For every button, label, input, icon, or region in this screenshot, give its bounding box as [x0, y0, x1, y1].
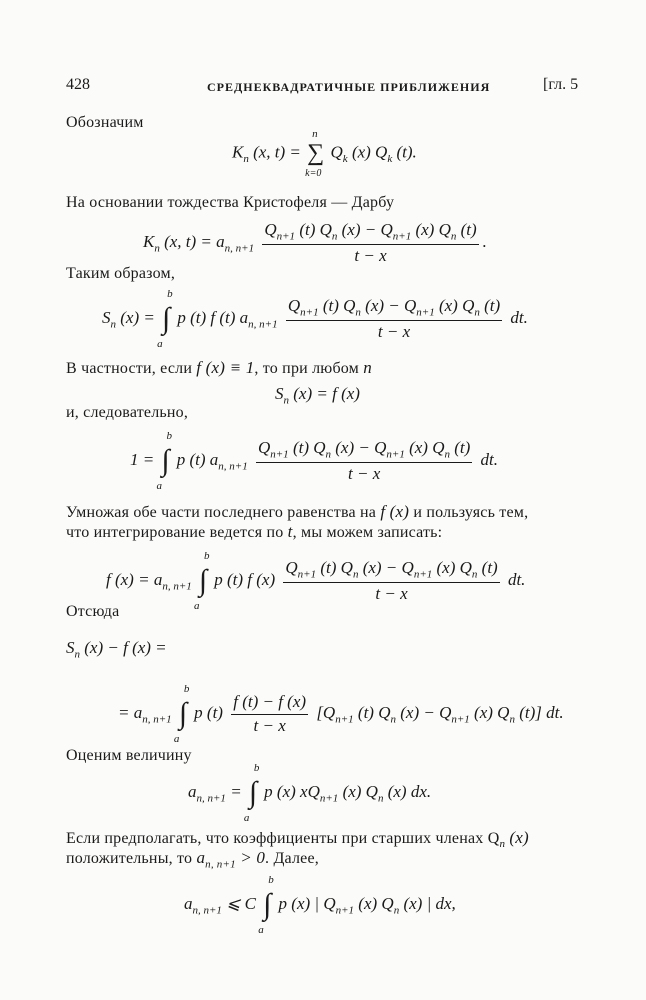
var-x-paren: (x)	[509, 828, 529, 847]
formula-kernel-definition: $K_n$ (x, t) = ∑ n k=0 $Q_k$ (x) $Q_k$ (t).	[232, 128, 417, 179]
formula-sn-integral: $S_n$ (x) = ∫ b a p (t) f (t) $a_{n, n+1}$ $\frac{Q_{n+1} (t) Q_n (x) - Q_{n+1} (x) Q_n (t)}{t - x}$ dt.	[102, 288, 528, 351]
integrirovanie-text: что интегрирование ведется по	[66, 524, 288, 541]
polzuyas-text: и пользуясь тем,	[409, 504, 529, 521]
formula-difference-rhs: = $a_{n, n+1}$ ∫ b a p (t) $\frac{f (t) - f (x)}{t - x}$ [$Q_{n+1}$ (t) $Q_n$ $(x) - Q_{n+1}$ (x) $Q_n$ (t)] dt.	[118, 683, 564, 745]
paragraph-esli-line2	[66, 848, 319, 870]
dalee-text: . Далее,	[265, 850, 319, 867]
running-title: СРЕДНЕКВАДРАТИЧНЫЕ ПРИБЛИЖЕНИЯ	[207, 80, 491, 94]
formula-difference-lhs: $S_n$ (x) − f (x) =	[66, 638, 167, 661]
chapter-ref: [гл. 5	[543, 76, 579, 93]
paragraph-esli-line1: Если предполагать, что коэффициенты при старших членах $Q_n$ (x)	[66, 828, 529, 851]
paragraph-umnozhaya-line1	[66, 502, 528, 522]
paragraph-takim-obrazom: Таким образом,	[66, 265, 176, 282]
formula-christoffel-darboux: $K_n$ (x, $t) = a_{n, n+1}$ $\frac{Q_{n+1} (t) Q_n (x) - Q_{n+1} (x) Q_n (t)}{t - x}$ .	[143, 220, 487, 266]
formula-coefficient-bound: $a_{n, n+1}$ ⩽ C ∫ b a p (x) | $Q_{n+1}$ (x) $Q_n$ (x) | dx,	[184, 874, 456, 936]
formula-sn-equals-f: $S_n$ (x) = f (x)	[275, 384, 360, 407]
pri-lyubom-text: , то при любом	[254, 360, 364, 377]
f-equiv-one: f (x) ≡ 1	[196, 358, 255, 377]
esli-text: Если предполагать, что коэффициенты при старших членах	[66, 830, 488, 847]
formula-f-integral: f $(x) = a_{n, n+1}$ ∫ b a p (t) f (x) $\frac{Q_{n+1} (t) Q_n (x) - Q_{n+1} (x) Q_n (t)}{t - x}$ dt.	[106, 550, 526, 613]
paragraph-christoffel-darboux: На основании тождества Кристофеля — Дарбу	[66, 194, 395, 211]
polozhitelny-text: положительны, то	[66, 850, 197, 867]
var-n: n	[363, 358, 372, 377]
paragraph-otsyuda: Отсюда	[66, 603, 120, 620]
paragraph-sledovatelno: и, следовательно,	[66, 404, 189, 421]
paragraph-v-chastnosti	[66, 358, 372, 378]
umnozhaya-text: Умножая обе части последнего равенства на	[66, 504, 381, 521]
v-chastnosti-text: В частности, если	[66, 360, 197, 377]
var-t: t	[287, 522, 293, 541]
paragraph-umnozhaya-line2	[66, 522, 442, 542]
paragraph-oboznachim: Обозначим	[66, 114, 144, 131]
formula-coefficient-integral: $a_{n, n+1}$ = ∫ b a p (x) $xQ_{n+1}$ (x) $Q_n$ (x) dx.	[188, 762, 432, 824]
paragraph-otsenim: Оценим величину	[66, 747, 192, 764]
var-f-x: f (x)	[380, 502, 410, 521]
mozhem-zapisat-text: , мы можем записать:	[292, 524, 443, 541]
formula-one-integral: 1 = ∫ b a p (t) $a_{n, n+1}$ $\frac{Q_{n+1} (t) Q_n (x) - Q_{n+1} (x) Q_n (t)}{t - x}$ dt.	[130, 430, 499, 493]
a-positive: $a_{n, n+1} > 0$	[196, 848, 266, 871]
page-number: 428	[66, 76, 90, 93]
